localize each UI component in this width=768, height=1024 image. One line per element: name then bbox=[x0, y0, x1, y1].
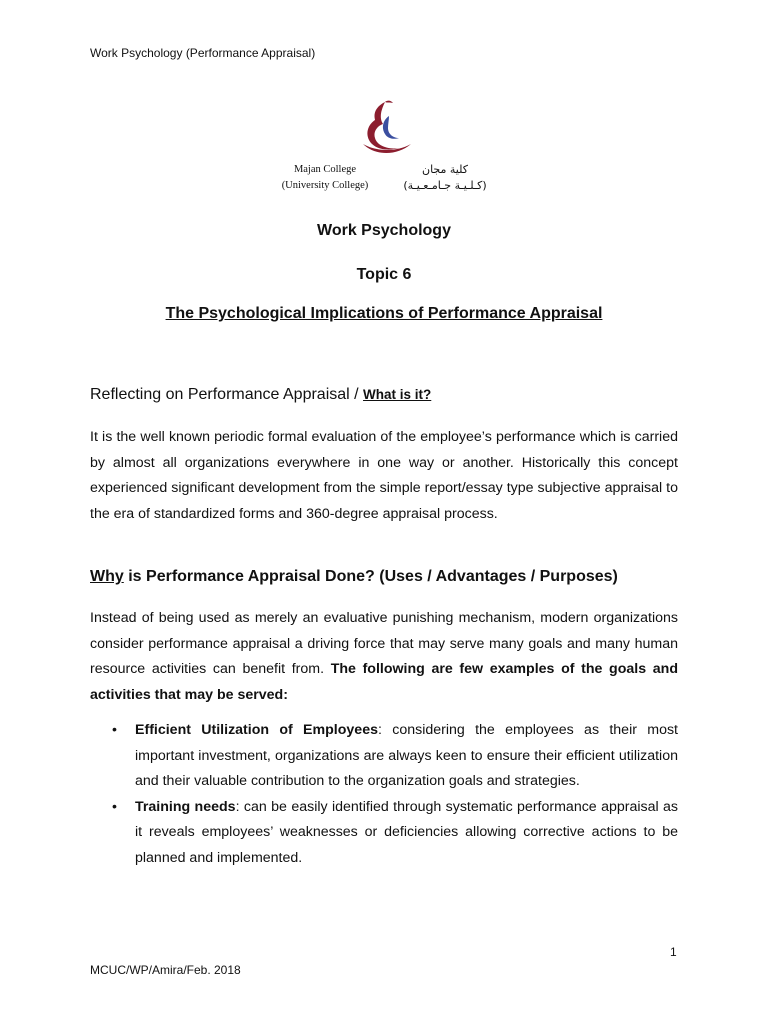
document-subtitle: The Psychological Implications of Performance Appraisal bbox=[165, 305, 603, 322]
logo-name-en: Majan College bbox=[293, 164, 357, 175]
logo-arabic-text bbox=[385, 162, 505, 194]
logo-sub-en: (University College) bbox=[281, 180, 369, 191]
bullet-icon: • bbox=[112, 722, 117, 738]
logo-english-text bbox=[265, 162, 385, 194]
running-footer: MCUC/WP/Amira/Feb. 2018 bbox=[90, 963, 241, 977]
section1-heading-question: What is it? bbox=[363, 387, 432, 402]
logo-sub-ar: (كـلـيـة جـامـعـيـة) bbox=[403, 179, 487, 192]
list-item bbox=[90, 718, 678, 795]
topic-title: Topic 6 bbox=[356, 266, 412, 283]
bullet-list bbox=[90, 718, 678, 871]
bullet-icon: • bbox=[112, 798, 117, 815]
bullet-term: Efficient Utilization of Employees bbox=[135, 722, 378, 738]
section2-heading-rest: is Performance Appraisal Done? (Uses / Advantages / Purposes) bbox=[123, 568, 618, 585]
section2-paragraph bbox=[90, 606, 678, 708]
section1-paragraph: It is the well known periodic formal evaluation of the employee’s performance which is carried by almost all organizations everywhere in one way or another. Historically this concept experienced significant development from the simple report/essay type subjective appraisal to the era of standardized forms and 360-degree appraisal process. bbox=[90, 429, 678, 522]
section1-heading bbox=[90, 386, 431, 404]
logo-emblem-icon bbox=[355, 98, 415, 160]
section2-paragraph-text: Instead of being used as merely an evaluative punishing mechanism, modern organizations consider performance appraisal a driving force that may serve many goals and many human resource activities can benefit from. bbox=[90, 610, 678, 677]
section2-heading bbox=[90, 568, 618, 586]
section1-heading-main: Reflecting on Performance Appraisal / bbox=[90, 386, 364, 403]
running-header: Work Psychology (Performance Appraisal) bbox=[90, 46, 316, 60]
section2-paragraph-bold: The following are few examples of the goals and activities that may be served: bbox=[90, 661, 678, 703]
college-logo bbox=[265, 98, 505, 194]
bullet-text: : considering the employees as their most important investment, organizations are always keen to ensure their efficient utilization and their valuable contribution to the organization goals and strategies. bbox=[135, 722, 678, 789]
section2-heading-why: Why bbox=[90, 568, 124, 585]
logo-name-ar: كلية مجان bbox=[421, 163, 468, 176]
bullet-term: Training needs bbox=[135, 798, 236, 815]
bullet-text: : can be easily identified through systematic performance appraisal as it reveals employees’ weaknesses or deficiencies allowing corrective actions to be planned and implemented. bbox=[135, 798, 679, 866]
course-title: Work Psychology bbox=[317, 222, 451, 239]
page-number: 1 bbox=[670, 945, 677, 959]
list-item bbox=[90, 795, 678, 872]
